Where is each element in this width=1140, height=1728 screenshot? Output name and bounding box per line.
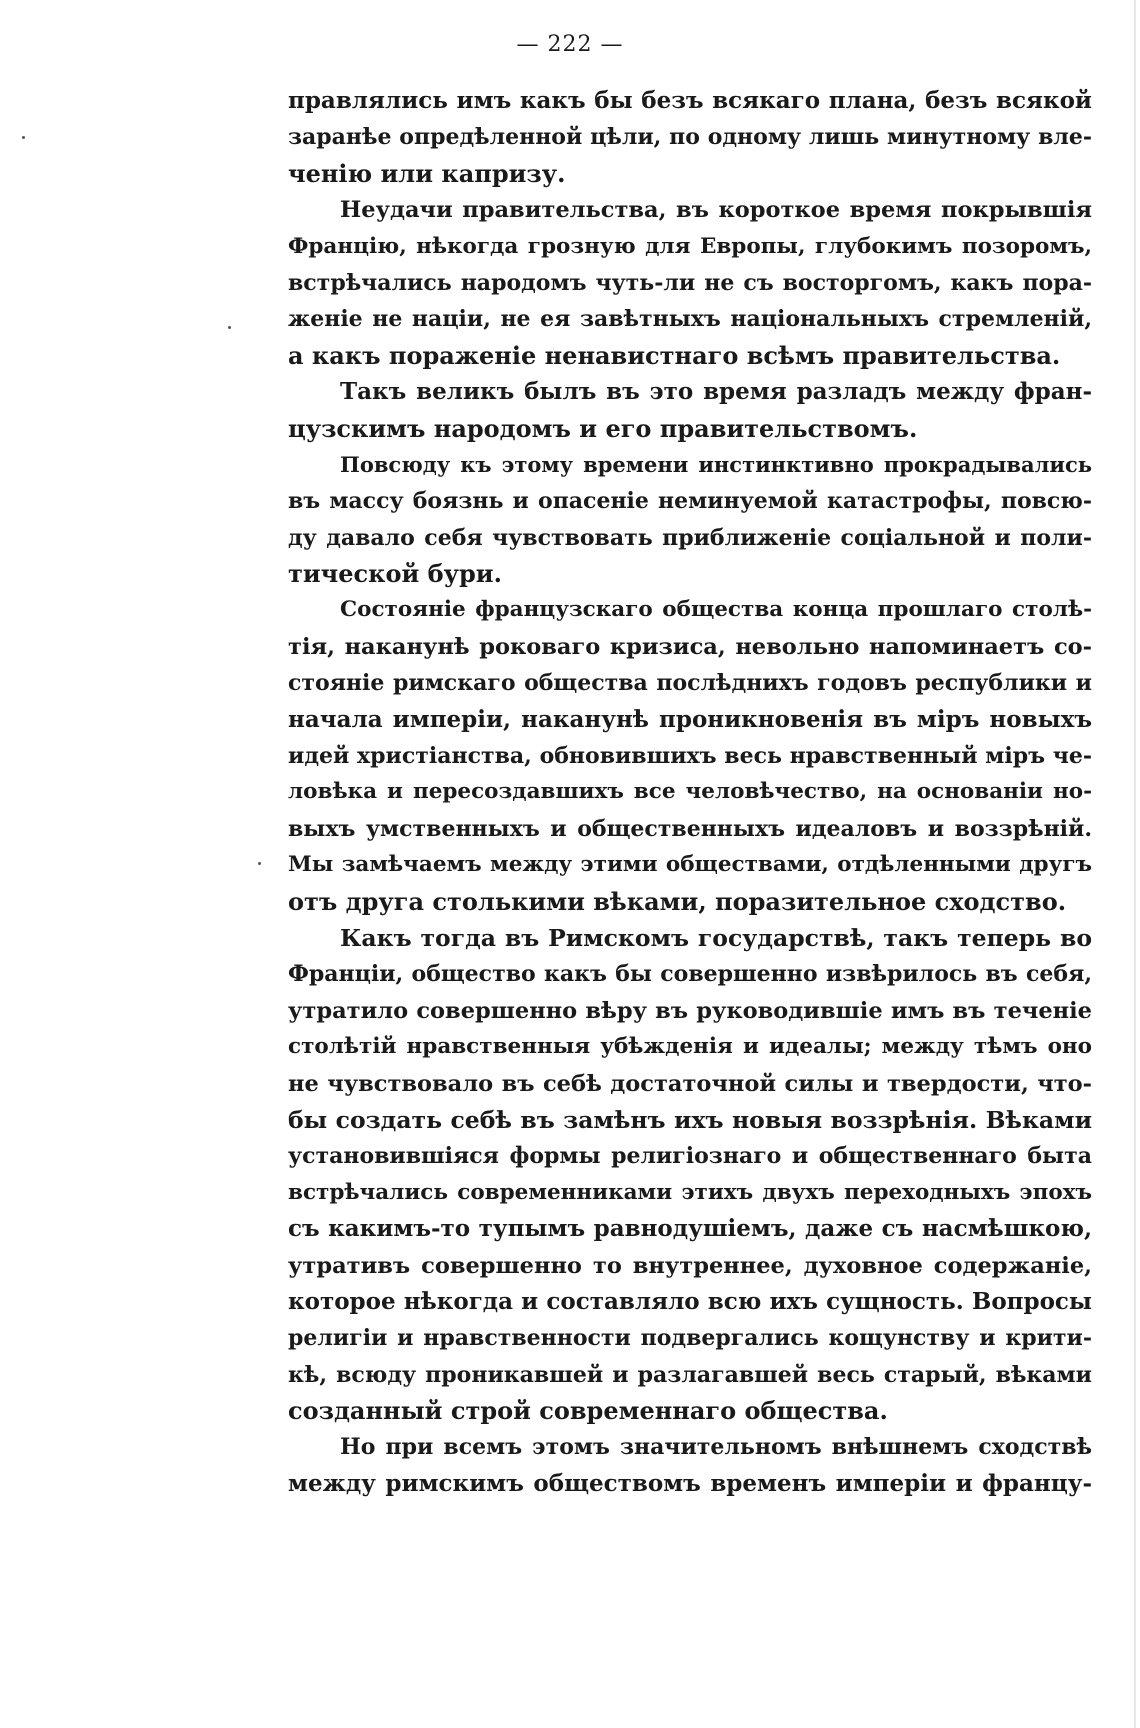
text-line: Мы замѣчаемъ между этими обществами, отдѣленными другъ	[288, 852, 1092, 878]
paragraph	[288, 1429, 1092, 1502]
text-line: начала имперіи, наканунѣ проникновенія въ міръ новыхъ	[288, 705, 1092, 733]
paragraph	[288, 374, 1092, 447]
text-line: кѣ, всюду проникавшей и разлагавшей весь старый, вѣками	[288, 1361, 1092, 1388]
paragraph	[288, 83, 1092, 192]
text-line: цузскимъ народомъ и его правительствомъ.	[288, 413, 918, 443]
margin-speck	[22, 136, 25, 139]
text-line: стояніе римскаго общества послѣднихъ годовъ республики и	[288, 670, 1092, 697]
text-line: съ какимъ-то тупымъ равнодушіемъ, даже съ насмѣшкою,	[288, 1215, 1092, 1243]
text-line: религіи и нравственности подвергались кощунству и крити-	[288, 1325, 1092, 1352]
text-line: встрѣчались современниками этихъ двухъ переходныхъ эпохъ	[288, 1179, 1092, 1205]
text-line: утративъ совершенно то внутреннее, духовное содержаніе,	[288, 1252, 1092, 1279]
text-line: между римскимъ обществомъ временъ имперіи и францу-	[288, 1469, 1092, 1497]
text-line: которое нѣкогда и составляло всю ихъ сущность. Вопросы	[288, 1287, 1092, 1315]
text-line: столѣтій нравственныя убѣжденія и идеалы; между тѣмъ оно	[288, 1034, 1092, 1060]
text-line: установившіяся формы религіознаго и общественнаго быта	[288, 1143, 1092, 1170]
text-line: заранѣе опредѣленной цѣли, по одному лишь минутному вле-	[288, 124, 1092, 151]
text-line: Повсюду къ этому времени инстинктивно прокрадывались	[340, 451, 1092, 477]
paragraph	[288, 592, 1092, 920]
paragraph	[288, 192, 1092, 374]
text-line: Неудачи правительства, въ короткое время покрывшія	[340, 197, 1092, 224]
text-line: ченію или капризу.	[288, 158, 566, 188]
text-line: тической бури.	[288, 559, 502, 589]
text-line: выхъ умственныхъ и общественныхъ идеаловъ и воззрѣній.	[288, 815, 1092, 842]
text-line: встрѣчались народомъ чуть-ли не съ восторгомъ, какъ пора-	[288, 269, 1092, 296]
margin-speck	[228, 326, 231, 329]
paragraph	[288, 920, 1092, 1429]
text-line: не чувствовало въ себѣ достаточной силы и твердости, что-	[288, 1070, 1092, 1097]
text-line: Какъ тогда въ Римскомъ государствѣ, такъ теперь во	[340, 923, 1092, 952]
text-line: а какъ пораженіе ненавистнаго всѣмъ правительства.	[288, 340, 1061, 370]
body-text	[288, 83, 1092, 1502]
text-line: ловѣка и пересоздавшихъ все человѣчество, на основаніи но-	[288, 779, 1092, 805]
text-line: идей христіанства, обновившихъ весь нравственный міръ че-	[288, 743, 1092, 770]
text-line: Франціи, общество какъ бы совершенно извѣрилось въ себя,	[288, 961, 1092, 988]
margin-speck	[258, 862, 261, 865]
text-line: ду давало себя чувствовать приближеніе соціальной и поли-	[288, 524, 1092, 551]
text-line: Состояніе французскаго общества конца прошлаго столѣ-	[340, 597, 1092, 623]
page-number: — 222 —	[516, 32, 624, 57]
text-line: бы создать себѣ въ замѣнъ ихъ новыя воззрѣнія. Вѣками	[288, 1105, 1092, 1134]
text-line: въ массу боязнь и опасеніе неминуемой катастрофы, повсю-	[288, 488, 1092, 515]
text-line: Но при всемъ этомъ значительномъ внѣшнемъ сходствѣ	[340, 1434, 1092, 1461]
text-line: Такъ великъ былъ въ это время разладъ между фран-	[340, 378, 1092, 406]
text-line: утратило совершенно вѣру въ руководившіе имъ въ теченіе	[288, 997, 1092, 1024]
text-line: Францію, нѣкогда грозную для Европы, глубокимъ позоромъ,	[288, 233, 1092, 259]
text-line: тія, наканунѣ роковаго кризиса, невольно напоминаетъ со-	[288, 633, 1092, 660]
text-line: женіе не націи, не ея завѣтныхъ національныхъ стремленій,	[288, 306, 1092, 333]
text-line: отъ друга столькими вѣками, поразительное сходство.	[288, 886, 1067, 916]
paragraph	[288, 447, 1092, 593]
scan-edge-shadow	[1134, 0, 1136, 1728]
text-line: правлялись имъ какъ бы безъ всякаго плана, безъ всякой	[288, 87, 1092, 114]
text-line: созданный строй современнаго общества.	[288, 1396, 888, 1426]
